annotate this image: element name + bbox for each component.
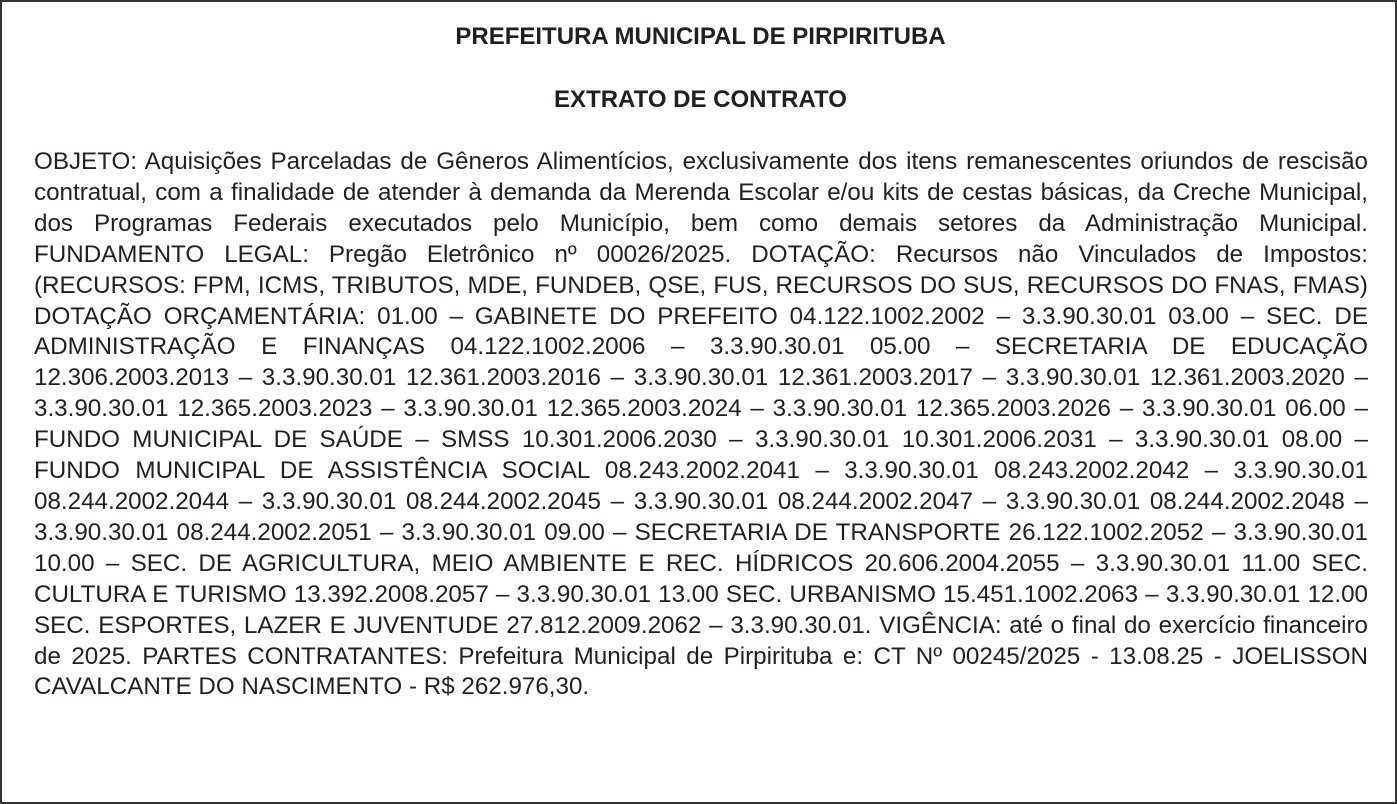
document-type-title: EXTRATO DE CONTRATO [554,86,847,113]
contract-extract-body: OBJETO: Aquisições Parceladas de Gêneros Alimentícios, exclusivamente dos itens remanescentes oriundos de rescisão contratual, com a finalidade de atender à demanda da Merenda Escolar e/ou kits de cestas básicas, da Creche Municipal, dos Programas Federais executados pelo Município, bem como demais setores da Administração Municipal. FUNDAMENTO LEGAL: Pregão Eletrônico nº 00026/2025. DOTAÇÃO: Recursos não Vinculados de Impostos: (RECURSOS: FPM, ICMS, TRIBUTOS, MDE, FUNDEB, QSE, FUS, RECURSOS DO SUS, RECURSOS DO FNAS, FMAS) DOTAÇÃO ORÇAMENTÁRIA: 01.00 – GABINETE DO PREFEITO 04.122.1002.2002 – 3.3.90.30.01 03.00 – SEC. DE ADMINISTRAÇÃO E FINANÇAS 04.122.1002.2006 – 3.3.90.30.01 05.00 – SECRETARIA DE EDUCAÇÃO 12.306.2003.2013 – 3.3.90.30.01 12.361.2003.2016 – 3.3.90.30.01 12.361.2003.2017 – 3.3.90.30.01 12.361.2003.2020 – 3.3.90.30.01 12.365.2003.2023 – 3.3.90.30.01 12.365.2003.2024 – 3.3.90.30.01 12.365.2003.2026 – 3.3.90.30.01 06.00 – FUNDO MUNICIPAL DE SAÚDE – SMSS 10.301.2006.2030 – 3.3.90.30.01 10.301.2006.2031 – 3.3.90.30.01 08.00 – FUNDO MUNICIPAL DE ASSISTÊNCIA SOCIAL 08.243.2002.2041 – 3.3.90.30.01 08.243.2002.2042 – 3.3.90.30.01 08.244.2002.2044 – 3.3.90.30.01 08.244.2002.2045 – 3.3.90.30.01 08.244.2002.2047 – 3.3.90.30.01 08.244.2002.2048 – 3.3.90.30.01 08.244.2002.2051 – 3.3.90.30.01 09.00 – SECRETARIA DE TRANSPORTE 26.122.1002.2052 – 3.3.90.30.01 10.00 – SEC. DE AGRICULTURA, MEIO AMBIENTE E REC. HÍDRICOS 20.606.2004.2055 – 3.3.90.30.01 11.00 SEC. CULTURA E TURISMO 13.392.2008.2057 – 3.3.90.30.01 13.00 SEC. URBANISMO 15.451.1002.2063 – 3.3.90.30.01 12.00 SEC. ESPORTES, LAZER E JUVENTUDE 27.812.2009.2062 – 3.3.90.30.01. VIGÊNCIA: até o final do exercício financeiro de 2025. PARTES CONTRATANTES: Prefeitura Municipal de Pirpirituba e: CT Nº 00245/2025 - 13.08.25 - JOELISSON CAVALCANTE DO NASCIMENTO - R$ 262.976,30. [34,148,1368,701]
organization-title: PREFEITURA MUNICIPAL DE PIRPIRITUBA [455,23,946,50]
